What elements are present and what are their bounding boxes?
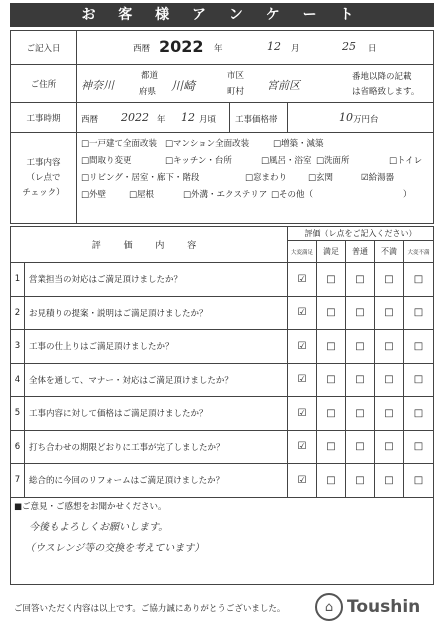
period-month: 12 — [181, 111, 195, 124]
checked-box-icon[interactable]: ☑ — [288, 364, 317, 397]
checkbox-icon[interactable]: □ — [245, 173, 254, 183]
address-city: 川崎 — [171, 79, 196, 93]
checkbox-icon[interactable]: □ — [346, 263, 375, 296]
checked-box-icon[interactable]: ☑ — [288, 297, 317, 330]
work-item — [271, 188, 313, 200]
checkbox-icon[interactable]: □ — [81, 173, 90, 183]
question-text: 工事の仕上りはご満足頂けましたか？ — [25, 330, 288, 363]
question-rows — [11, 263, 433, 498]
checkbox-icon[interactable]: □ — [81, 156, 90, 166]
work-item — [316, 154, 350, 166]
work-item-label: マンション全面改装 — [173, 139, 250, 149]
scale-satisfied: 満足 — [317, 241, 346, 262]
period-label: 工事時期 — [11, 103, 77, 132]
work-item-label: その他（ — [279, 190, 314, 200]
work-item — [245, 171, 287, 183]
work-item — [81, 171, 199, 183]
address-pref-unit-1: 都道 — [141, 71, 159, 81]
question-number: 6 — [11, 431, 25, 464]
brand — [315, 593, 420, 621]
work-item — [165, 137, 249, 149]
period-year: 2022 — [121, 111, 149, 124]
checked-box-icon[interactable]: ☑ — [288, 397, 317, 430]
work-item-label: 外壁 — [89, 190, 107, 200]
checkbox-icon[interactable]: □ — [317, 397, 346, 430]
checkbox-icon[interactable]: □ — [317, 464, 346, 497]
checkbox-icon[interactable]: □ — [346, 330, 375, 363]
checkbox-icon[interactable]: □ — [346, 397, 375, 430]
scale-neutral: 普通 — [346, 241, 375, 262]
checkbox-icon[interactable]: □ — [317, 297, 346, 330]
checkbox-icon[interactable]: □ — [129, 190, 138, 200]
comment-box — [11, 498, 433, 584]
question-number: 1 — [11, 263, 25, 296]
scale-title: 評価（レ点をご記入ください） — [288, 227, 433, 241]
checked-box-icon[interactable]: ☑ — [288, 330, 317, 363]
work-label-cell — [11, 133, 77, 223]
work-item — [129, 188, 154, 200]
work-item-label: リビング・居室・廊下・階段 — [89, 173, 200, 183]
entry-day: 25 — [342, 40, 356, 53]
checkbox-icon[interactable]: □ — [165, 139, 174, 149]
address-ward: 宮前区 — [267, 79, 300, 92]
price-value: 10 — [339, 111, 353, 124]
entry-month: 12 — [267, 40, 281, 53]
entry-date-row — [11, 31, 433, 65]
work-item-label: トイレ — [397, 156, 423, 166]
question-row — [11, 297, 433, 331]
work-item-label: 窓まわり — [253, 173, 288, 183]
question-text: 総合的に今回のリフォームはご満足頂けましたか？ — [25, 464, 288, 497]
work-item-label: 給湯器 — [368, 173, 395, 183]
checkbox-icon[interactable]: □ — [346, 297, 375, 330]
question-text: お見積りの提案・説明はご満足頂けましたか？ — [25, 297, 288, 330]
period-era: 西暦 — [81, 115, 99, 125]
checkbox-icon[interactable]: □ — [165, 156, 174, 166]
question-text: 打ち合わせの期限どおりに工事が完了しましたか？ — [25, 431, 288, 464]
entry-date-label: ご記入日 — [11, 31, 77, 64]
checkbox-icon[interactable]: □ — [308, 173, 317, 183]
checkbox-icon[interactable]: □ — [413, 474, 424, 486]
question-number: 4 — [11, 364, 25, 397]
work-item — [273, 137, 324, 149]
checked-box-icon[interactable]: ☑ — [361, 173, 369, 183]
work-item-label: 屋根 — [137, 190, 155, 200]
work-item-label: 玄関 — [316, 173, 334, 183]
checkbox-icon[interactable]: □ — [375, 330, 404, 363]
question-row — [11, 263, 433, 297]
address-ward-unit-2: 町村 — [227, 87, 245, 97]
checkbox-icon[interactable]: □ — [273, 139, 282, 149]
checkbox-icon[interactable]: □ — [317, 263, 346, 296]
question-text: 工事内容に対して価格はご満足頂けましたか？ — [25, 397, 288, 430]
checkbox-icon[interactable]: □ — [413, 407, 424, 419]
checkbox-icon[interactable]: □ — [413, 273, 424, 285]
question-number: 5 — [11, 397, 25, 430]
scale-header — [288, 227, 433, 262]
checkbox-icon[interactable]: □ — [389, 156, 398, 166]
period-year-unit: 年 — [157, 115, 166, 125]
entry-month-unit: 月 — [291, 44, 300, 54]
work-row — [11, 133, 433, 223]
work-item — [389, 154, 422, 166]
question-number: 7 — [11, 464, 25, 497]
work-item-label: 間取り変更 — [89, 156, 132, 166]
checkbox-icon[interactable]: □ — [413, 374, 424, 386]
entry-year-unit: 年 — [214, 44, 223, 54]
question-text: 全体を通して、マナー・対応はご満足頂けましたか？ — [25, 364, 288, 397]
work-item — [361, 171, 394, 183]
work-item — [81, 188, 106, 200]
rating-options — [288, 431, 433, 464]
rating-options — [288, 330, 433, 363]
rating-options — [288, 263, 433, 296]
checkbox-icon[interactable]: □ — [317, 330, 346, 363]
rating-options — [288, 464, 433, 497]
checked-box-icon[interactable]: ☑ — [288, 431, 317, 464]
checkbox-icon[interactable]: □ — [413, 441, 424, 453]
work-item-label: 洗面所 — [324, 156, 350, 166]
address-prefecture: 神奈川 — [81, 79, 114, 92]
checkbox-icon[interactable]: □ — [346, 431, 375, 464]
checkbox-icon[interactable]: □ — [346, 364, 375, 397]
comment-line-1: 今後もよろしくお願いします。 — [29, 521, 169, 533]
address-pref-unit-2: 府県 — [139, 87, 157, 97]
checkbox-icon[interactable]: □ — [375, 297, 404, 330]
checkbox-icon[interactable]: □ — [375, 397, 404, 430]
address-label: ご住所 — [11, 65, 77, 102]
work-item-label: キッチン・台所 — [173, 156, 232, 166]
footer-note: ご回答いただく内容は以上です。ご協力誠にありがとうございました。 — [14, 604, 286, 614]
checkbox-icon[interactable]: □ — [375, 464, 404, 497]
address-note-1: 番地以降の記載 — [352, 72, 412, 82]
work-item-label: 一戸建て全面改装 — [89, 139, 158, 149]
checkbox-icon[interactable]: □ — [81, 139, 90, 149]
checkbox-icon[interactable]: □ — [183, 190, 192, 200]
rating-options — [288, 297, 433, 330]
checkbox-icon[interactable]: □ — [346, 464, 375, 497]
price-divider — [287, 103, 288, 132]
question-number: 3 — [11, 330, 25, 363]
work-item — [165, 154, 232, 166]
work-item-label: ） — [403, 190, 412, 200]
rating-header-label: 評 価 内 容 — [11, 227, 288, 262]
work-item — [308, 171, 333, 183]
house-circle-icon: ⌂ — [315, 593, 343, 621]
checkbox-icon[interactable]: □ — [413, 340, 424, 352]
question-text: 営業担当の対応はご満足頂けましたか？ — [25, 263, 288, 296]
checkbox-icon[interactable]: □ — [316, 156, 325, 166]
question-row — [11, 464, 433, 498]
checkbox-icon[interactable]: □ — [81, 190, 90, 200]
entry-year: 2022 — [159, 37, 204, 56]
work-item — [183, 188, 267, 200]
comment-title: ■ご意見・ご感想をお聞かせください。 — [14, 501, 167, 512]
checked-box-icon[interactable]: ☑ — [288, 464, 317, 497]
address-row — [11, 65, 433, 103]
scale-very-satisfied: 大変満足 — [288, 241, 317, 262]
work-sublabel-1: （レ点で — [26, 172, 61, 183]
checkbox-icon[interactable]: □ — [413, 307, 424, 319]
question-row — [11, 364, 433, 398]
work-sublabel-2: チェック） — [22, 187, 65, 198]
checkbox-icon[interactable]: □ — [375, 431, 404, 464]
rating-table — [10, 226, 434, 585]
address-ward-unit-1: 市区 — [227, 71, 245, 81]
question-row — [11, 330, 433, 364]
scale-very-dissatisfied: 大変不満 — [407, 249, 430, 256]
checkbox-icon[interactable]: □ — [317, 431, 346, 464]
brand-name: Toushin — [347, 597, 421, 617]
work-items — [77, 133, 433, 223]
entry-era: 西暦 — [133, 44, 151, 54]
period-cell — [77, 103, 433, 132]
work-item — [261, 154, 312, 166]
work-item-label: 外溝・エクステリア — [191, 190, 268, 200]
question-row — [11, 431, 433, 465]
address-cell — [77, 65, 433, 102]
customer-info-table — [10, 30, 434, 224]
question-number: 2 — [11, 297, 25, 330]
checkbox-icon[interactable]: □ — [375, 263, 404, 296]
checkbox-icon[interactable]: □ — [375, 364, 404, 397]
checked-box-icon[interactable]: ☑ — [288, 263, 317, 296]
checkbox-icon[interactable]: □ — [271, 190, 280, 200]
rating-options — [288, 397, 433, 430]
question-row — [11, 397, 433, 431]
checkbox-icon[interactable]: □ — [317, 364, 346, 397]
work-item-label: 増築・減築 — [281, 139, 324, 149]
scale-labels — [288, 241, 433, 262]
comment-line-2: （ウスレンジ等の交換を考えています） — [25, 542, 205, 554]
work-item — [81, 154, 132, 166]
price-label: 工事価格帯 — [235, 115, 278, 125]
rating-options — [288, 364, 433, 397]
survey-title: お 客 様 ア ン ケ ー ト — [10, 3, 434, 27]
scale-dissatisfied: 不満 — [375, 241, 404, 262]
rating-header — [11, 227, 433, 263]
period-month-unit: 月頃 — [199, 115, 217, 125]
entry-date-cell — [77, 31, 433, 64]
checkbox-icon[interactable]: □ — [261, 156, 270, 166]
work-item-label: 風呂・浴室 — [269, 156, 312, 166]
work-item — [403, 188, 412, 200]
work-label: 工事内容 — [26, 157, 61, 168]
period-divider — [229, 103, 230, 132]
address-note-2: は省略致します。 — [352, 87, 420, 97]
entry-day-unit: 日 — [368, 44, 377, 54]
work-item — [81, 137, 157, 149]
price-unit: 万円台 — [353, 115, 379, 125]
period-row — [11, 103, 433, 133]
